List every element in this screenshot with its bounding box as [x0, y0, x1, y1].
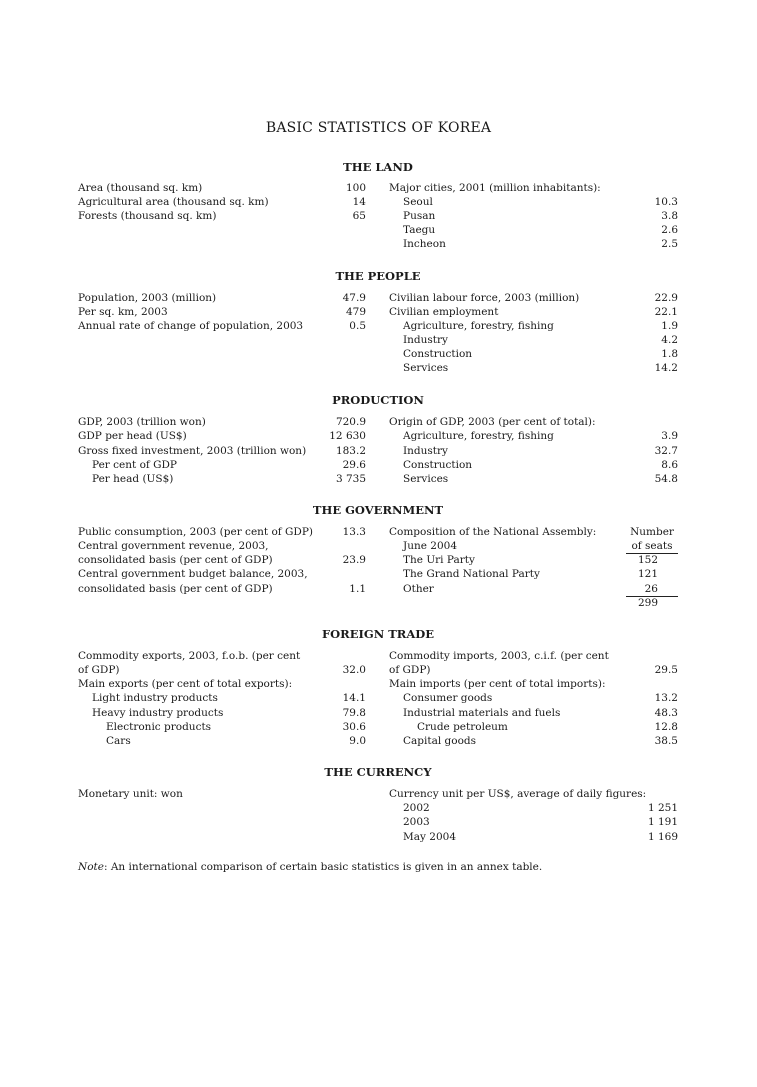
row-label: GDP, 2003 (trillion won) — [78, 416, 206, 428]
section-heading: PRODUCTION — [332, 393, 424, 407]
row-label: Civilian employment — [389, 306, 499, 318]
row-value: 38.5 — [654, 735, 678, 747]
seats-column-header: of seats — [631, 540, 673, 552]
row-label: Services — [403, 362, 449, 374]
footnote-prefix: Note — [78, 861, 104, 873]
row-label: Composition of the National Assembly: — [389, 526, 597, 538]
row-value: 65 — [352, 210, 366, 222]
row-value: 14.1 — [342, 692, 366, 704]
row-value: 13.3 — [342, 526, 366, 538]
row-value: 9.0 — [349, 735, 366, 747]
seats-column-header: Number — [630, 526, 674, 538]
row-value: 12 630 — [329, 430, 366, 442]
row-value: 100 — [345, 182, 366, 194]
row-label: Seoul — [403, 196, 433, 208]
row-label: Population, 2003 (million) — [78, 292, 217, 304]
row-value: 1.9 — [661, 320, 678, 332]
row-value: 32.0 — [342, 664, 366, 676]
row-value: 79.8 — [342, 707, 366, 719]
row-label: Gross fixed investment, 2003 (trillion won) — [78, 445, 307, 457]
row-label: Industry — [403, 445, 448, 457]
row-label: Incheon — [403, 238, 446, 250]
row-value: 720.9 — [335, 416, 366, 428]
row-label: Annual rate of change of population, 2003 — [78, 320, 304, 332]
section-foreign-trade — [78, 627, 678, 752]
row-label: Per sq. km, 2003 — [78, 306, 168, 318]
row-value: 12.8 — [654, 721, 678, 733]
row-label: consolidated basis (per cent of GDP) — [78, 583, 273, 595]
row-label: Major cities, 2001 (million inhabitants): — [389, 182, 601, 194]
row-label: Main exports (per cent of total exports): — [78, 678, 293, 690]
row-value: 22.1 — [654, 306, 678, 318]
row-label: The Grand National Party — [403, 568, 540, 580]
row-label: Monetary unit: won — [78, 788, 183, 800]
section-heading: THE LAND — [343, 160, 413, 174]
row-label: Taegu — [403, 224, 436, 236]
row-value: 152 — [637, 554, 658, 566]
footnote — [78, 861, 542, 873]
row-value: 22.9 — [654, 292, 678, 304]
row-value: 30.6 — [342, 721, 366, 733]
row-label: Services — [403, 473, 449, 485]
footnote-text: : An international comparison of certain basic statistics is given in an annex table. — [103, 861, 543, 873]
row-value: 1 251 — [647, 802, 678, 814]
row-label: Agricultural area (thousand sq. km) — [78, 196, 269, 208]
row-label: Agriculture, forestry, fishing — [403, 320, 554, 332]
row-value: 183.2 — [335, 445, 366, 457]
row-label: Main imports (per cent of total imports): — [389, 678, 606, 690]
section-land — [78, 160, 678, 255]
row-value: 14.2 — [654, 362, 678, 374]
page-title: BASIC STATISTICS OF KOREA — [265, 120, 492, 136]
row-label: Origin of GDP, 2003 (per cent of total): — [389, 416, 596, 428]
row-value: 29.6 — [342, 459, 366, 471]
row-label: The Uri Party — [403, 554, 475, 566]
section-heading: FOREIGN TRADE — [322, 627, 434, 641]
row-label: Heavy industry products — [92, 707, 224, 719]
row-value: 8.6 — [661, 459, 678, 471]
section-heading: THE GOVERNMENT — [312, 503, 444, 517]
row-value: 2.5 — [661, 238, 678, 250]
row-label: Cars — [106, 735, 131, 747]
row-label: Industry — [403, 334, 448, 346]
row-value: 121 — [637, 568, 658, 580]
row-label: consolidated basis (per cent of GDP) — [78, 554, 273, 566]
row-value: 3.9 — [661, 430, 678, 442]
row-value: 13.2 — [654, 692, 678, 704]
row-label: Per cent of GDP — [92, 459, 177, 471]
section-heading: THE PEOPLE — [335, 269, 421, 283]
row-label: Industrial materials and fuels — [403, 707, 561, 719]
row-label: May 2004 — [403, 831, 457, 843]
row-label: Capital goods — [403, 735, 477, 747]
row-value: 48.3 — [654, 707, 678, 719]
row-value: 1.8 — [661, 348, 678, 360]
row-value: 0.5 — [349, 320, 366, 332]
row-label: Crude petroleum — [417, 721, 508, 733]
row-label: Per head (US$) — [92, 473, 174, 485]
row-value: 3 735 — [335, 473, 366, 485]
row-value: 14 — [352, 196, 366, 208]
row-label: of GDP) — [389, 664, 431, 676]
row-label: Area (thousand sq. km) — [78, 182, 203, 194]
row-value: 26 — [644, 583, 658, 595]
row-label: Commodity exports, 2003, f.o.b. (per cent — [78, 650, 301, 662]
section-production — [78, 393, 678, 488]
row-value: 1 169 — [647, 831, 678, 843]
row-label: Central government revenue, 2003, — [78, 540, 269, 552]
row-value: 29.5 — [654, 664, 678, 676]
row-value: 23.9 — [342, 554, 366, 566]
row-value: 3.8 — [661, 210, 678, 222]
row-value: 1.1 — [349, 583, 366, 595]
row-label: Commodity imports, 2003, c.i.f. (per cent — [389, 650, 609, 662]
row-label: GDP per head (US$) — [78, 430, 187, 442]
row-label: Light industry products — [92, 692, 218, 704]
row-label: 2003 — [403, 816, 430, 828]
row-label: of GDP) — [78, 664, 120, 676]
row-value: 479 — [345, 306, 366, 318]
row-label: 2002 — [403, 802, 430, 814]
row-label: June 2004 — [403, 540, 458, 552]
section-people — [78, 269, 678, 379]
row-label: Currency unit per US$, average of daily figures: — [389, 788, 647, 800]
row-label: Consumer goods — [403, 692, 493, 704]
row-value: 2.6 — [661, 224, 678, 236]
row-value: 47.9 — [342, 292, 366, 304]
row-label: Construction — [403, 348, 473, 360]
row-label: Other — [403, 583, 434, 595]
section-government — [78, 503, 678, 613]
row-label: Electronic products — [106, 721, 212, 733]
row-label: Public consumption, 2003 (per cent of GDP) — [78, 526, 313, 538]
row-label: Construction — [403, 459, 473, 471]
row-label: Forests (thousand sq. km) — [78, 210, 217, 222]
section-heading: THE CURRENCY — [324, 765, 432, 779]
section-currency — [78, 765, 678, 845]
row-label: Agriculture, forestry, fishing — [403, 430, 554, 442]
row-label: Central government budget balance, 2003, — [78, 568, 308, 580]
row-label: Pusan — [403, 210, 436, 222]
row-value: 4.2 — [661, 334, 678, 346]
row-value: 54.8 — [654, 473, 678, 485]
row-label: Civilian labour force, 2003 (million) — [389, 292, 580, 304]
row-value: 1 191 — [647, 816, 678, 828]
row-value: 10.3 — [654, 196, 678, 208]
seats-total: 299 — [637, 597, 658, 609]
row-value: 32.7 — [654, 445, 678, 457]
